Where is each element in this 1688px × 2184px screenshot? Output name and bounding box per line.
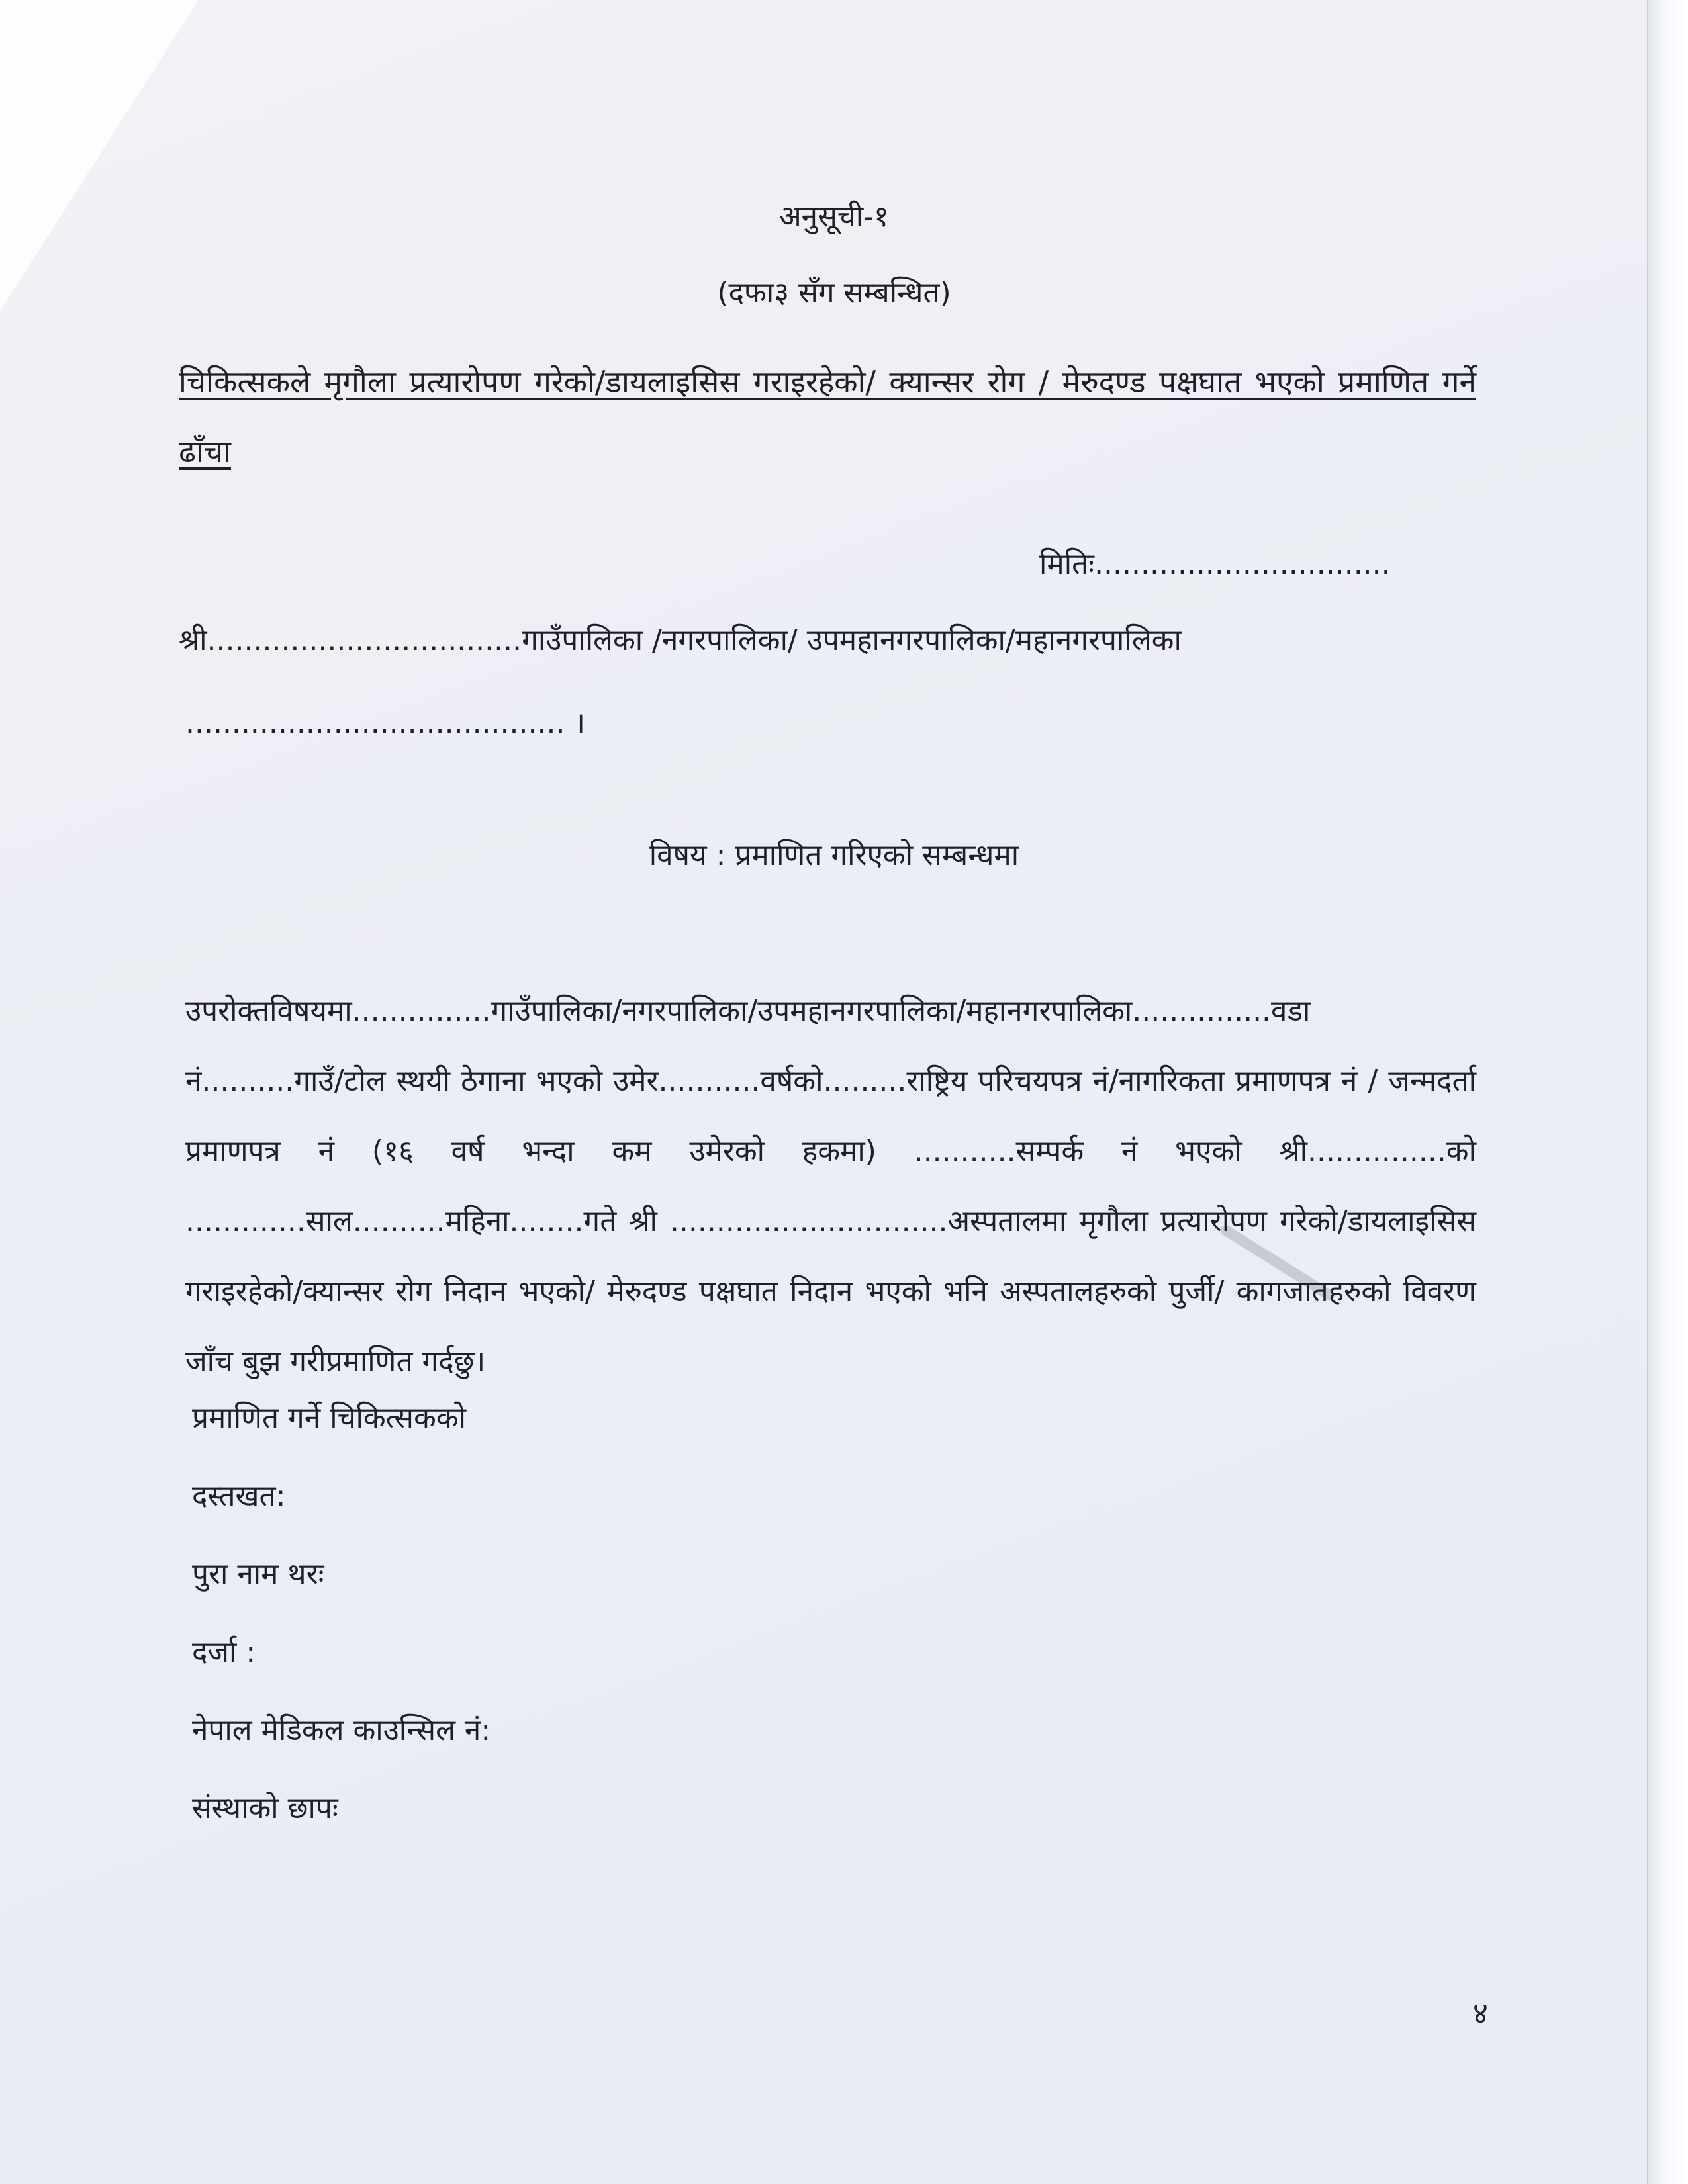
signature-section: [192, 1400, 491, 1868]
rank-label: दर्जा :: [192, 1635, 256, 1669]
paper-edge: [1647, 0, 1688, 2184]
annexure-title: अनुसूची-१: [779, 200, 889, 234]
subject-line: विषय : प्रमाणित गरिएको सम्बन्धमा: [649, 839, 1019, 872]
signature-label: दस्तखत:: [192, 1479, 286, 1513]
document-page: [172, 0, 1496, 2184]
section-reference: (दफा३ सँग सम्बन्धित): [717, 276, 951, 310]
form-title: चिकित्सकले मृगौला प्रत्यारोपण गरेको/डायलाइसिस गराइरहेको/ क्यान्सर रोग / मेरुदण्ड पक्षघात भएको प्रमाणित गर्ने ढाँचा: [179, 364, 1476, 469]
recipient-address-line-2: ......................................... ।: [185, 706, 586, 740]
recipient-address-line-1: श्री..................................गाउँपालिका /नगरपालिका/ उपमहानगरपालिका/महानगरपालिका: [179, 623, 1182, 657]
signature-heading: प्रमाणित गर्ने चिकित्सकको: [192, 1401, 467, 1435]
body-paragraph: उपरोक्तविषयमा...............गाउँपालिका/नगरपालिका/उपमहानगरपालिका/महानगरपालिका...............वडा नं..........गाउँ/टोल स्थयी ठेगाना भएको उमेर...........वर्षको.........राष्ट्रिय परिचयपत्र नं/नागरिकता प्रमाणपत्र नं / जन्मदर्ता प्रमाणपत्र नं (१६ वर्ष भन्दा कम उमेरको हकमा) ...........सम्पर्क नं भएको श्री...............को .............साल..........महिना........गते श्री ..............................अस्पतालमा मृगौला प्रत्यारोपण गरेको/डायलाइसिस गराइरहेको/क्यान्सर रोग निदान भएको/ मेरुदण्ड पक्षघात निदान भएको भनि अस्पतालहरुको पुर्जी/ कागजातहरुको विवरण जाँच बुझ गरीप्रमाणित गर्दछु।: [185, 994, 1476, 1379]
full-name-label: पुरा नाम थरः: [192, 1557, 324, 1591]
date-line: मितिः................................: [1039, 547, 1391, 581]
page-number: ४: [1473, 1997, 1488, 2030]
nmc-number-label: नेपाल मेडिकल काउन्सिल नं:: [192, 1713, 491, 1747]
folded-corner: [0, 0, 199, 311]
stamp-label: संस्थाको छापः: [192, 1792, 338, 1825]
